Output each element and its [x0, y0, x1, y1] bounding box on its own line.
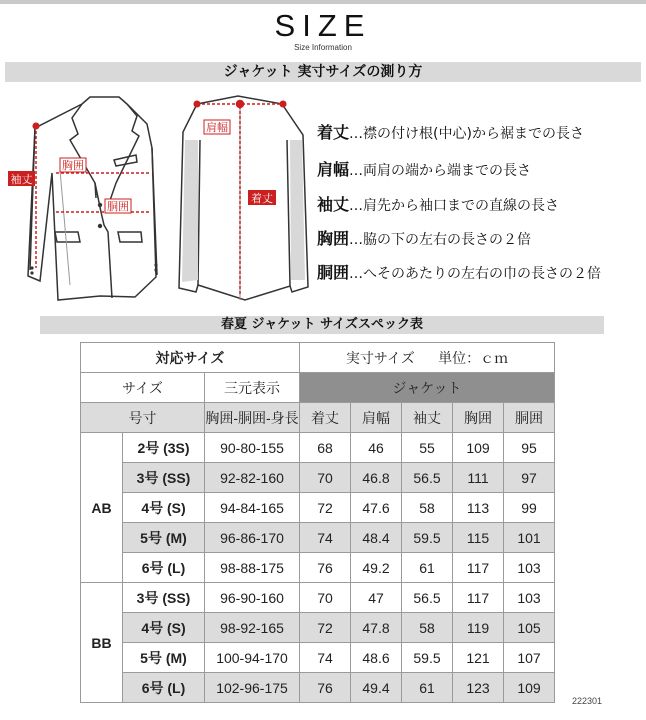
waist-cell: 99 [504, 493, 555, 523]
corresp-size-header: 対応サイズ [81, 343, 300, 373]
chest-cell: 117 [453, 583, 504, 613]
table-row [81, 463, 555, 493]
size-cell: 2号 (3S) [123, 433, 205, 463]
length-cell: 74 [300, 523, 351, 553]
chest-cell: 121 [453, 643, 504, 673]
dims-cell: 98-92-165 [205, 613, 300, 643]
svg-text:胸囲: 胸囲 [62, 159, 84, 172]
table-row [81, 433, 555, 463]
sleeve-cell: 59.5 [402, 643, 453, 673]
shoulder-cell: 48.6 [351, 643, 402, 673]
jacket-header: ジャケット [300, 373, 555, 403]
col-length: 着丈 [300, 403, 351, 433]
chest-cell: 123 [453, 673, 504, 703]
shoulder-cell: 49.2 [351, 553, 402, 583]
diagram-label-shoulder [204, 120, 230, 134]
size-cell: 3号 (SS) [123, 583, 205, 613]
waist-cell: 95 [504, 433, 555, 463]
table-row [81, 523, 555, 553]
svg-text:肩幅: 肩幅 [206, 121, 228, 134]
waist-cell: 103 [504, 583, 555, 613]
definition-waist: 胴囲…へそのあたりの左右の巾の長さの２倍 [317, 263, 602, 282]
definition-length: 着丈…襟の付け根(中心)から裾までの長さ [317, 123, 584, 142]
dims-cell: 92-82-160 [205, 463, 300, 493]
table-row [81, 643, 555, 673]
col-waist: 胴囲 [504, 403, 555, 433]
length-cell: 68 [300, 433, 351, 463]
sleeve-cell: 56.5 [402, 583, 453, 613]
length-cell: 74 [300, 643, 351, 673]
length-cell: 72 [300, 613, 351, 643]
jacket-back-figure [179, 96, 308, 300]
dims-cell: 98-88-175 [205, 553, 300, 583]
shoulder-cell: 46.8 [351, 463, 402, 493]
sleeve-cell: 55 [402, 433, 453, 463]
sleeve-cell: 58 [402, 613, 453, 643]
table-row [81, 553, 555, 583]
size-cell: 3号 (SS) [123, 463, 205, 493]
dims-cell: 94-84-165 [205, 493, 300, 523]
top-divider [0, 0, 646, 4]
waist-cell: 109 [504, 673, 555, 703]
shoulder-cell: 49.4 [351, 673, 402, 703]
sleeve-cell: 61 [402, 673, 453, 703]
col-shoulder: 肩幅 [351, 403, 402, 433]
page-title: SIZE [274, 8, 372, 43]
size-spec-table [80, 342, 555, 703]
table-row [81, 673, 555, 703]
col-sleeve: 袖丈 [402, 403, 453, 433]
dims-cell: 96-86-170 [205, 523, 300, 553]
length-cell: 70 [300, 583, 351, 613]
diagram-label-waist [105, 199, 131, 213]
definition-shoulder: 肩幅…両肩の端から端までの長さ [317, 160, 532, 179]
dims-cell: 100-94-170 [205, 643, 300, 673]
size-cell: 4号 (S) [123, 493, 205, 523]
length-cell: 76 [300, 553, 351, 583]
dims-cell: 90-80-155 [205, 433, 300, 463]
table-header [81, 343, 555, 433]
number-header: 号寸 [81, 403, 205, 433]
chest-cell: 117 [453, 553, 504, 583]
product-code: 222301 [572, 696, 603, 706]
dims-cell: 96-90-160 [205, 583, 300, 613]
actual-size-header: 実寸サイズ 単位：ｃｍ [300, 343, 555, 373]
length-cell: 76 [300, 673, 351, 703]
chest-cell: 119 [453, 613, 504, 643]
sleeve-cell: 58 [402, 493, 453, 523]
table-row [81, 583, 555, 613]
length-cell: 72 [300, 493, 351, 523]
waist-cell: 103 [504, 553, 555, 583]
group-label: BB [81, 583, 123, 703]
col-chest: 胸囲 [453, 403, 504, 433]
group-bb [81, 583, 555, 703]
button-icon [98, 224, 102, 228]
group-label: AB [81, 433, 123, 583]
page-subtitle: Size Information [294, 43, 352, 52]
definition-chest: 胸囲…脇の下の左右の長さの２倍 [317, 229, 532, 248]
chest-cell: 111 [453, 463, 504, 493]
section-header-measure: ジャケット 実寸サイズの測り方 [5, 62, 641, 82]
shoulder-cell: 48.4 [351, 523, 402, 553]
diagram-label-sleeve [8, 171, 35, 186]
waist-cell: 107 [504, 643, 555, 673]
length-cell: 70 [300, 463, 351, 493]
diagram-label-chest [60, 158, 86, 172]
table-row [81, 493, 555, 523]
button-icon [98, 203, 102, 207]
sleeve-cell: 61 [402, 553, 453, 583]
waist-cell: 101 [504, 523, 555, 553]
chest-cell: 115 [453, 523, 504, 553]
section-header-spec: 春夏 ジャケット サイズスペック表 [40, 316, 604, 334]
sleeve-cell: 59.5 [402, 523, 453, 553]
dimension-label: 三元表示 [205, 373, 300, 403]
shoulder-cell: 47.8 [351, 613, 402, 643]
waist-cell: 97 [504, 463, 555, 493]
table-row [81, 613, 555, 643]
size-cell: 4号 (S) [123, 613, 205, 643]
jacket-front-figure [28, 97, 157, 300]
size-cell: 5号 (M) [123, 643, 205, 673]
cuff-buttons-icon [30, 263, 157, 274]
size-label: サイズ [81, 373, 205, 403]
chest-cell: 113 [453, 493, 504, 523]
jacket-diagram [0, 86, 312, 306]
diagram-label-length [248, 190, 276, 205]
size-cell: 5号 (M) [123, 523, 205, 553]
sleeve-cell: 56.5 [402, 463, 453, 493]
size-cell: 6号 (L) [123, 673, 205, 703]
waist-cell: 105 [504, 613, 555, 643]
shoulder-cell: 46 [351, 433, 402, 463]
dims-cell: 102-96-175 [205, 673, 300, 703]
svg-text:胴囲: 胴囲 [107, 200, 129, 213]
size-cell: 6号 (L) [123, 553, 205, 583]
dimension-sub-header: 胸囲-胴囲-身長 [205, 403, 300, 433]
shoulder-cell: 47 [351, 583, 402, 613]
definition-sleeve: 袖丈…肩先から袖口までの直線の長さ [317, 195, 560, 214]
svg-text:袖丈: 袖丈 [10, 173, 33, 186]
shoulder-cell: 47.6 [351, 493, 402, 523]
chest-cell: 109 [453, 433, 504, 463]
svg-text:着丈: 着丈 [251, 192, 273, 205]
group-ab [81, 433, 555, 583]
